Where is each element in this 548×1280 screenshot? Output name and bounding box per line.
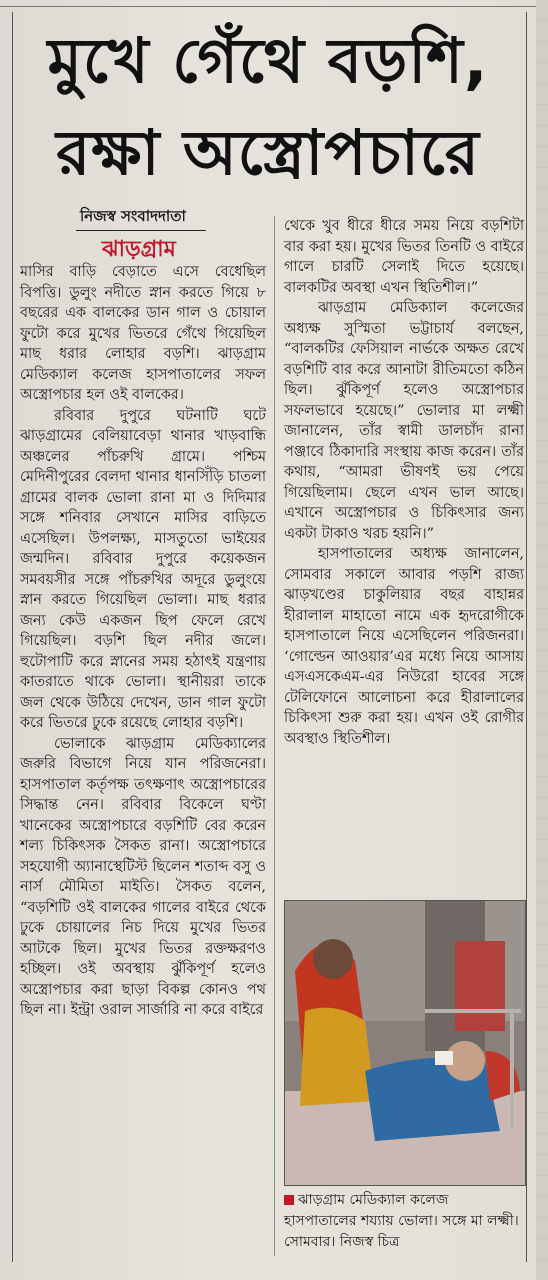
paragraph: থেকে খুব ধীরে ধীরে সময় নিয়ে বড়শিটা বার করা হয়। মুখের ভিতর তিনটি ও বাইরে গালে চারটি সেলাই দিতে হয়েছে। বালকটির অবস্থা এখন স্থিতিশীল।” bbox=[284, 218, 524, 296]
paragraph: রবিবার দুপুরে ঘটনাটি ঘটে ঝাড়গ্রামের বেলিয়াবেড়া থানার খাড়বান্ধি অঞ্চলের পাঁচরুখি গ্রামে। পশ্চিম মেদিনীপুরের বেলদা থানার ধানসিঁড়ি চাতলা গ্রামের বালক ভোলা রানা মা ও দিদিমার সঙ্গে শনিবার সেখানে মাসির বাড়িতে এসেছিল। উপলক্ষ্য, মাসতুতো ভাইয়ের জন্মদিন। রবিবার দুপুরে কয়েকজন সমবয়সীর সঙ্গে পাঁচরুখির অদূরে ডুলুংয়ে স্নান করতে গিয়েছিল ভোলা। মাছ ধরার জন্য কেউ একজন ছিপ ফেলে রেখে গিয়েছিল। বড়শি ছিল নদীর জলে। হুটোপাটি করে স্নানের সময় হঠাৎই যন্ত্রণায় কাতরাতে থাকে ভোলা। স্থানীয়রা তাকে জল থেকে উঠিয়ে দেখেন, ডান গাল ফুটো করে ভিতরে ঢুকে রয়েছে লোহার বড়শি। bbox=[20, 407, 266, 731]
right-column-rule bbox=[526, 12, 527, 1262]
article-column-2 bbox=[284, 216, 524, 749]
news-photo bbox=[284, 900, 526, 1186]
dateline-place: ঝাড়গ্রাম bbox=[102, 237, 176, 262]
paragraph: হাসপাতালের অধ্যক্ষ জানালেন, সোমবার সকালে আবার পড়শি রাজ্য ঝাড়খণ্ডের চাকুলিয়ার বছর বাহান্নর হীরালাল মাহাতো নামে এক হৃদরোগীকে হাসপাতালে নিয়ে এসেছিলেন পরিজনরা। ‘গোল্ডেন আওয়ার’এর মধ্যে নিয়ে আসায় এসএসকেএম-এর নিউরো হাবের সঙ্গে টেলিফোনে আলোচনা করে হীরালালের চিকিৎসা শুরু করা হয়। এখন ওই রোগীর অবস্থাও স্থিতিশীল। bbox=[284, 546, 524, 747]
byline-rule bbox=[76, 230, 206, 231]
photo-caption bbox=[284, 1190, 524, 1253]
adjacent-page-edge bbox=[536, 0, 548, 1280]
headline-line-2: রক্ষা অস্ত্রোপচারে bbox=[56, 116, 480, 189]
caption-marker bbox=[284, 1195, 294, 1205]
headline-line-1: মুখে গেঁথে বড়শি, bbox=[47, 24, 489, 97]
article-column-1 bbox=[20, 262, 266, 1021]
top-rule bbox=[0, 6, 548, 7]
left-column-rule bbox=[12, 12, 13, 1262]
column-divider bbox=[274, 216, 275, 1256]
paragraph: মাসির বাড়ি বেড়াতে এসে বেধেছিল বিপত্তি। ডুলুং নদীতে স্নান করতে গিয়ে ৮ বছরের এক বালকের ডান গাল ও চোয়াল ফুটো করে মুখের ভিতরে গেঁথে গিয়েছিল মাছ ধরার লোহার বড়শি। ঝাড়গ্রাম মেডিক্যাল কলেজ হাসপাতালের সফল অস্ত্রোপচার হল ওই বালকের। bbox=[20, 264, 266, 403]
paragraph: ঝাড়গ্রাম মেডিক্যাল কলেজের অধ্যক্ষ সুস্মিতা ভট্টাচার্য বলছেন, “বালকটির ফেসিয়াল নার্ভকে অক্ষত রেখে বড়শিটি বার করে আনাটা রীতিমতো কঠিন ছিল। ঝুঁকিপূর্ণ হলেও অস্ত্রোপচার সফলভাবে হয়েছে।” ভোলার মা লক্ষ্মী জানালেন, তাঁর স্বামী ডালচাঁদ রানা পঞ্জাবে ঠিকাদারি সংস্থায় কাজ করেন। তাঁর কথায়, “আমরা ভীষণই ভয় পেয়ে গিয়েছিলাম। ছেলে এখন ভাল আছে। এখানে অস্ত্রোপচার ও চিকিৎসার জন্য একটা টাকাও খরচ হয়নি।” bbox=[284, 300, 524, 542]
paragraph: ভোলাকে ঝাড়গ্রাম মেডিক্যালের জরুরি বিভাগে নিয়ে যান পরিজনেরা। হাসপাতাল কর্তৃপক্ষ তৎক্ষণাৎ অস্ত্রোপচারের সিদ্ধান্ত নেন। রবিবার বিকেলে ঘণ্টা খানেকের অস্ত্রোপচারে বড়শিটি বের করেন শল্য চিকিৎসক সৈকত রানা। অস্ত্রোপচারে সহযোগী অ্যানাস্থেটিস্ট ছিলেন শতাব্দ বসু ও নার্স মৌমিতা মাইতি। সৈকত বলেন, “বড়শিটি ওই বালকের গালের বাইরে থেকে ঢুকে চোয়ালের নিচ দিয়ে মুখের ভিতর আটকে ছিল। মুখের ভিতর রক্তক্ষরণও হচ্ছিল। ওই অবস্থায় ঝুঁকিপূর্ণ হলেও অস্ত্রোপচার করা ছাড়া বিকল্প কোনও পথ ছিল না। ইন্ট্রা ওরাল সার্জারি না করে বাইরে bbox=[20, 735, 266, 1018]
hospital-bed-photo bbox=[285, 901, 525, 1185]
byline: নিজস্ব সংবাদদাতা bbox=[80, 207, 186, 225]
caption-text: ঝাড়গ্রাম মেডিক্যাল কলেজ হাসপাতালের শয্যায় ভোলা। সঙ্গে মা লক্ষ্মী। সোমবার। নিজস্ব চিত্র bbox=[284, 1192, 519, 1250]
